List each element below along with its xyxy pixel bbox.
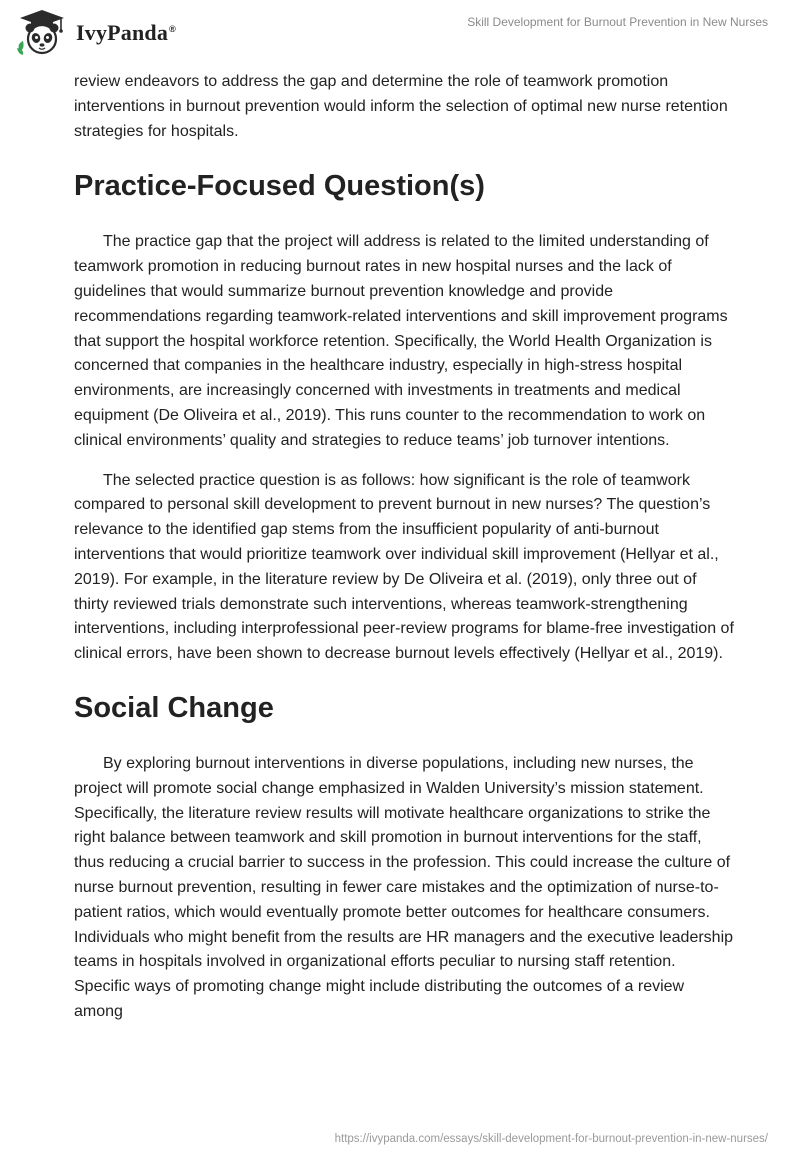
intro-paragraph: review endeavors to address the gap and determine the role of teamwork promotion interventions in burnout prevention would inform the selection of optimal new nurse retention strategies for hospitals. xyxy=(74,73,728,140)
page-header xyxy=(0,0,800,70)
section-heading-social-change: Social Change xyxy=(74,691,274,724)
brand-name: IvyPanda® xyxy=(76,20,176,45)
document-body xyxy=(74,70,734,1025)
social-change-paragraph-1: By exploring burnout interventions in diverse populations, including new nurses, the project will promote social change emphasized in Walden University’s mission statement. Specifically, the literature review results will motivate healthcare organizations to strike the right balance between teamwork and skill promotion in burnout interventions for the staff, thus reducing a crucial barrier to success in the profession. This could increase the culture of nurse burnout prevention, resulting in fewer care mistakes and the optimization of nurse-to-patient ratios, which would eventually promote better outcomes for healthcare consumers. Individuals who might benefit from the results are HR managers and the executive leadership teams in hospitals involved in organizational efforts peculiar to nursing staff retention. Specific ways of promoting change might include distributing the outcomes of a review among xyxy=(74,754,734,1020)
source-url-link[interactable]: https://ivypanda.com/essays/skill-development-for-burnout-prevention-in-new-nurses/ xyxy=(334,1133,768,1145)
registered-mark: ® xyxy=(169,23,176,34)
panda-graduation-cap-icon xyxy=(14,8,70,58)
section-heading-practice: Practice-Focused Question(s) xyxy=(74,170,485,203)
practice-paragraph-2: The selected practice question is as follows: how significant is the role of teamwork compared to personal skill development to prevent burnout in new nurses? The question’s relevance to the identified gap stems from the insufficient popularity of anti-burnout interventions that would prioritize teamwork over individual skill improvement (Hellyar et al., 2019). For example, in the literature review by De Oliveira et al. (2019), only three out of thirty reviewed trials demonstrate such interventions, whereas teamwork-strengthening interventions, including interprofessional peer-review programs for blame-free investigation of clinical errors, have been shown to decrease burnout levels effectively (Hellyar et al., 2019). xyxy=(74,471,734,663)
practice-paragraph-1: The practice gap that the project will address is related to the limited understanding of teamwork promotion in reducing burnout rates in new hospital nurses and the lack of guidelines that would summarize burnout prevention knowledge and provide recommendations regarding teamwork-related interventions and skill improvement programs that support the hospital workforce retention. Specifically, the World Health Organization is concerned that companies in the healthcare industry, especially in high-stress hospital environments, are increasingly concerned with investments in treatments and medical equipment (De Oliveira et al., 2019). This runs counter to the recommendation to work on clinical environments’ quality and strategies to reduce teams’ job turnover intentions. xyxy=(74,233,728,449)
document-running-title: Skill Development for Burnout Prevention in New Nurses xyxy=(467,15,768,29)
brand-logo[interactable] xyxy=(14,8,176,58)
